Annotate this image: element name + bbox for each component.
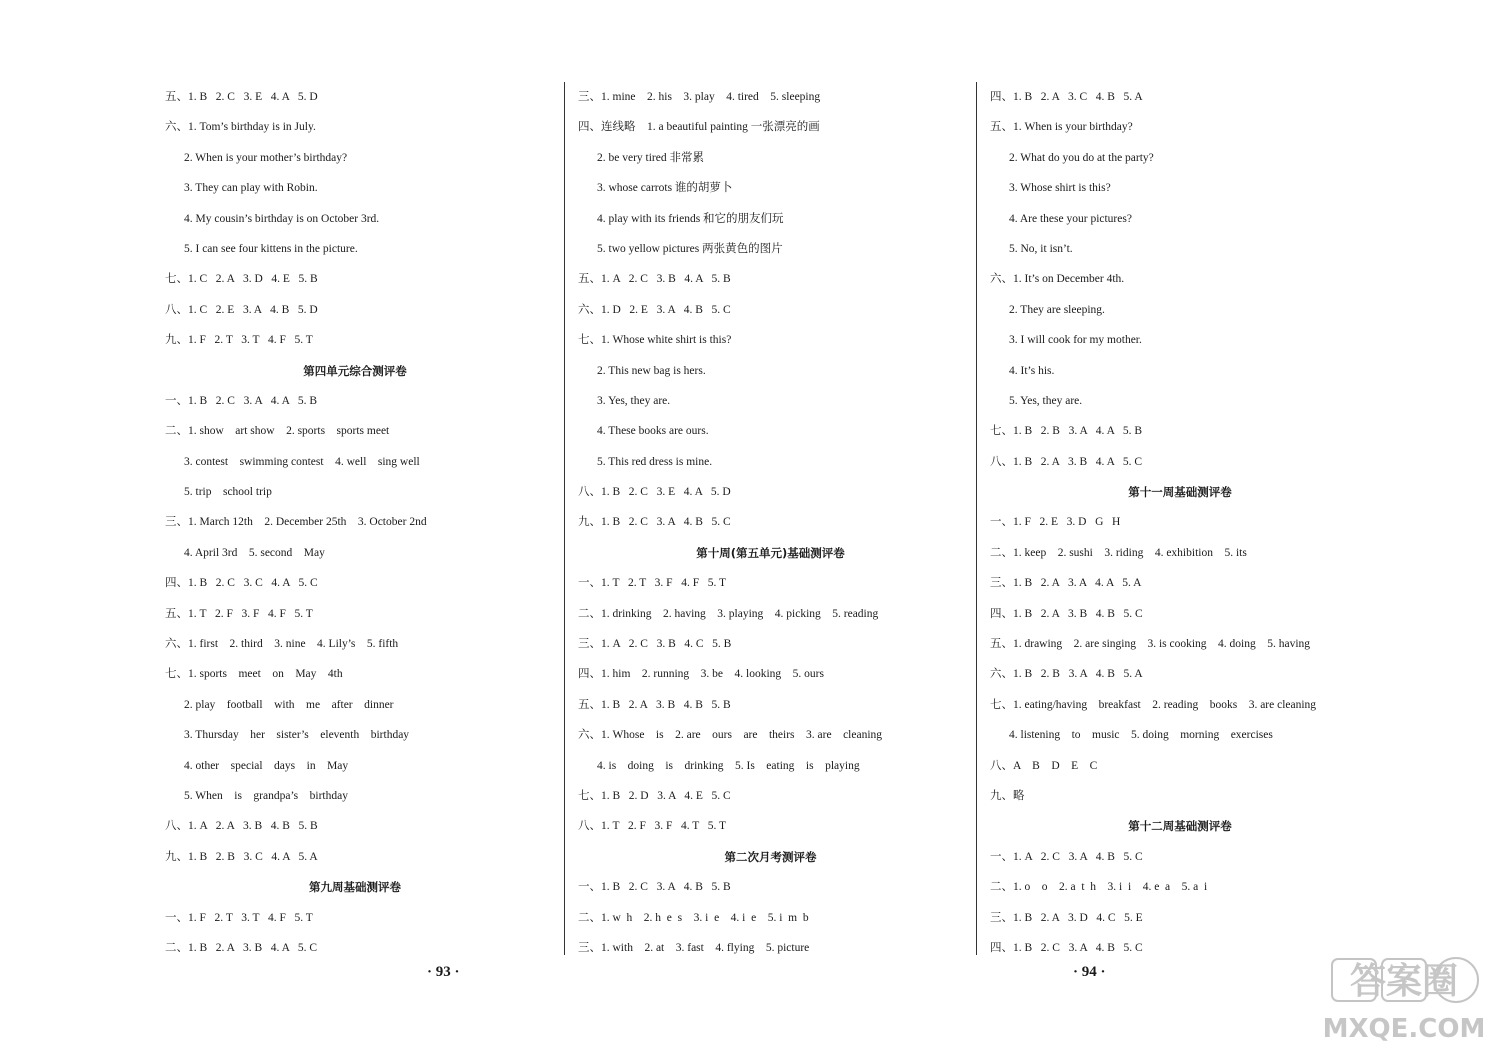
answer-line: 5. I can see four kittens in the picture. [184, 242, 358, 255]
answer-line: 七、1. Whose white shirt is this? [578, 334, 732, 347]
answer-line: 3. They can play with Robin. [184, 182, 318, 195]
watermark-bottom-text: MXQE.COM [1322, 1014, 1486, 1044]
answer-line: 4. It’s his. [1009, 364, 1055, 377]
answer-line: 六、1. Whose is 2. are ours are theirs 3. are cleaning [578, 729, 883, 742]
watermark-top-text: 答案圈 [1349, 961, 1459, 1002]
answer-line: 九、1. F 2. T 3. T 4. F 5. T [165, 334, 313, 347]
answer-line: 5. two yellow pictures 两张黄色的图片 [597, 242, 783, 255]
answer-line: 三、1. March 12th 2. December 25th 3. October 2nd [165, 516, 427, 529]
answer-line: 九、略 [990, 789, 1025, 802]
answer-line: 4. April 3rd 5. second May [184, 546, 325, 559]
answer-line: 五、1. When is your birthday? [990, 121, 1133, 134]
section-heading: 第九周基础测评卷 [309, 880, 401, 895]
answer-line: 八、1. B 2. C 3. E 4. A 5. D [578, 486, 731, 499]
answer-line: 二、1. o o 2. a t h 3. i i 4. e a 5. a i [990, 881, 1208, 894]
answer-line: 四、1. B 2. C 3. C 4. A 5. C [165, 577, 318, 590]
answer-line: 五、1. T 2. F 3. F 4. F 5. T [165, 607, 313, 620]
answer-line: 三、1. B 2. A 3. D 4. C 5. E [990, 911, 1143, 924]
answer-line: 3. I will cook for my mother. [1009, 334, 1142, 347]
answer-line: 一、1. A 2. C 3. A 4. B 5. C [990, 850, 1143, 863]
answer-line: 六、1. first 2. third 3. nine 4. Lily’s 5. fifth [165, 638, 399, 651]
answer-line: 2. They are sleeping. [1009, 303, 1105, 316]
answer-line: 八、A B D E C [990, 759, 1098, 772]
answer-line: 五、1. B 2. C 3. E 4. A 5. D [165, 91, 318, 103]
answer-line: 二、1. show art show 2. sports sports meet [165, 425, 390, 438]
answer-line: 六、1. D 2. E 3. A 4. B 5. C [578, 303, 731, 316]
answer-line: 七、1. eating/having breakfast 2. reading books 3. are cleaning [990, 698, 1317, 711]
page-number-left: · 93 · [427, 964, 460, 980]
answer-line: 七、1. B 2. B 3. A 4. A 5. B [990, 425, 1143, 438]
answer-line: 二、1. w h 2. h e s 3. i e 4. i e 5. i m b [578, 911, 809, 924]
answer-line: 5. This red dress is mine. [597, 455, 713, 468]
answer-line: 二、1. B 2. A 3. B 4. A 5. C [165, 941, 318, 954]
watermark-logo [1322, 955, 1487, 1045]
answer-line: 2. When is your mother’s birthday? [184, 151, 348, 164]
answer-line: 一、1. T 2. T 3. F 4. F 5. T [578, 577, 727, 590]
answer-line: 一、1. F 2. E 3. D G H [990, 516, 1121, 529]
answer-line: 三、1. mine 2. his 3. play 4. tired 5. sleeping [578, 91, 821, 103]
answer-line: 四、1. B 2. A 3. B 4. B 5. C [990, 607, 1143, 620]
answer-line: 3. whose carrots 谁的胡萝卜 [597, 182, 733, 195]
answer-line: 4. play with its friends 和它的朋友们玩 [597, 212, 784, 225]
column-divider-left [564, 82, 565, 955]
section-heading: 第十二周基础测评卷 [1128, 819, 1232, 834]
answer-line: 一、1. F 2. T 3. T 4. F 5. T [165, 911, 313, 924]
answer-line: 八、1. B 2. A 3. B 4. A 5. C [990, 455, 1143, 468]
answer-line: 2. What do you do at the party? [1009, 151, 1154, 164]
answer-line: 六、1. Tom’s birthday is in July. [165, 121, 316, 134]
answer-column-left [165, 82, 545, 963]
section-heading: 第十周(第五单元)基础测评卷 [696, 545, 845, 560]
answer-line: 六、1. It’s on December 4th. [990, 273, 1125, 286]
answer-line: 3. Yes, they are. [597, 394, 671, 407]
answer-line: 5. Yes, they are. [1009, 394, 1083, 407]
answer-line: 一、1. B 2. C 3. A 4. A 5. B [165, 394, 318, 407]
answer-line: 八、1. T 2. F 3. F 4. T 5. T [578, 820, 727, 833]
answer-line: 二、1. drinking 2. having 3. playing 4. picking 5. reading [578, 607, 879, 620]
answer-line: 一、1. B 2. C 3. A 4. B 5. B [578, 881, 731, 894]
answer-line: 2. play football with me after dinner [184, 698, 394, 711]
answer-column-right [990, 82, 1370, 963]
answer-line: 五、1. A 2. C 3. B 4. A 5. B [578, 273, 731, 286]
answer-line: 二、1. keep 2. sushi 3. riding 4. exhibition 5. its [990, 546, 1247, 559]
answer-line: 三、1. with 2. at 3. fast 4. flying 5. picture [578, 941, 810, 954]
answer-line: 三、1. B 2. A 3. A 4. A 5. A [990, 577, 1142, 590]
answer-line: 4. listening to music 5. doing morning exercises [1009, 729, 1273, 742]
answer-line: 5. trip school trip [184, 486, 272, 499]
section-heading: 第二次月考测评卷 [724, 849, 817, 864]
answer-line: 2. This new bag is hers. [597, 364, 706, 377]
answer-line: 4. is doing is drinking 5. Is eating is playing [597, 759, 860, 772]
page-number-right: · 94 · [1073, 964, 1106, 980]
answer-column-middle [578, 82, 963, 963]
answer-line: 5. No, it isn’t. [1009, 242, 1073, 255]
answer-line: 4. other special days in May [184, 759, 349, 772]
answer-line: 四、1. B 2. C 3. A 4. B 5. C [990, 941, 1143, 954]
answer-line: 四、1. him 2. running 3. be 4. looking 5. ours [578, 668, 824, 681]
answer-line: 五、1. drawing 2. are singing 3. is cooking 4. doing 5. having [990, 638, 1311, 651]
answer-line: 3. Thursday her sister’s eleventh birthday [184, 729, 410, 742]
answer-line: 4. My cousin’s birthday is on October 3rd. [184, 212, 380, 225]
section-heading: 第四单元综合测评卷 [303, 363, 407, 378]
answer-line: 八、1. A 2. A 3. B 4. B 5. B [165, 820, 318, 833]
answer-line: 3. contest swimming contest 4. well sing well [184, 455, 420, 468]
answer-line: 3. Whose shirt is this? [1009, 182, 1111, 195]
answer-line: 5. When is grandpa’s birthday [184, 789, 348, 802]
answer-line: 六、1. B 2. B 3. A 4. B 5. A [990, 668, 1143, 681]
answer-line: 4. These books are ours. [597, 425, 709, 438]
section-heading: 第十一周基础测评卷 [1128, 485, 1232, 500]
answer-line: 七、1. B 2. D 3. A 4. E 5. C [578, 789, 731, 802]
column-divider-right [976, 82, 977, 955]
answer-line: 七、1. sports meet on May 4th [165, 668, 343, 681]
answer-line: 四、1. B 2. A 3. C 4. B 5. A [990, 91, 1143, 103]
answer-line: 4. Are these your pictures? [1009, 212, 1132, 225]
answer-line: 2. be very tired 非常累 [597, 151, 704, 164]
answer-line: 三、1. A 2. C 3. B 4. C 5. B [578, 638, 732, 651]
answer-line: 九、1. B 2. C 3. A 4. B 5. C [578, 516, 731, 529]
answer-line: 九、1. B 2. B 3. C 4. A 5. A [165, 850, 318, 863]
answer-line: 八、1. C 2. E 3. A 4. B 5. D [165, 303, 318, 316]
answer-line: 五、1. B 2. A 3. B 4. B 5. B [578, 698, 731, 711]
answer-line: 四、连线略 1. a beautiful painting 一张漂亮的画 [578, 121, 820, 134]
answer-line: 七、1. C 2. A 3. D 4. E 5. B [165, 273, 318, 286]
